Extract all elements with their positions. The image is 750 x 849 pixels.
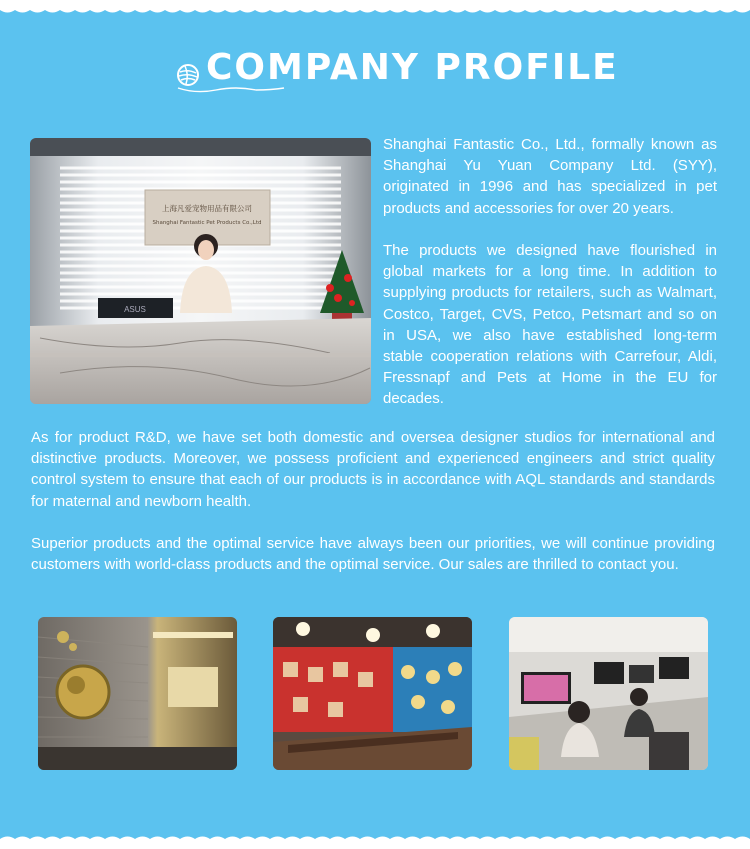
lobby-photo <box>38 617 237 770</box>
service-paragraph: Superior products and the optimal service have always been our priorities, we will continue providing customers with world-class products and the optimal service. Our sales are thrilled to contact you. <box>31 535 715 574</box>
reception-photo <box>30 138 371 404</box>
reception-sign-line2: Shanghai Fantastic Pet Products Co.,Ltd <box>152 220 262 226</box>
title-underline-swoosh <box>176 82 286 96</box>
section-header <box>0 44 750 94</box>
bottom-wave-border <box>0 827 750 849</box>
showroom-photo <box>273 617 472 770</box>
page-title: COMPANY PROFILE <box>206 47 619 88</box>
intro-paragraph-2: The products we designed have flourished in global markets for a long time. In addition to supplying products for retailers, such as Walmart, Costco, Target, CVS, Petco, Petsmart and so on in USA, we also have established long-term stable cooperation relations with Carrefour, Aldi, Fressnapf and Pets at Home in the EU for decades. <box>383 242 717 408</box>
intro-paragraph-1: Shanghai Fantastic Co., Ltd., formally known as Shanghai Yu Yuan Company Ltd. (SYY), originated in 1996 and has specialized in pet products and accessories for over 20 years. <box>383 136 717 217</box>
top-wave-border <box>0 0 750 22</box>
rd-paragraph: As for product R&D, we have set both domestic and oversea designer studios for international and distinctive products. Moreover, we possess proficient and experienced engineers and strict quality control system to ensure that each of our products is in accordance with AQL standards and standards for maternal and newborn health. <box>31 429 715 510</box>
office-photo <box>509 617 708 770</box>
monitor-brand-label: ASUS <box>124 305 146 314</box>
reception-sign-line1: 上海凡爱宠物用品有限公司 <box>162 204 252 213</box>
